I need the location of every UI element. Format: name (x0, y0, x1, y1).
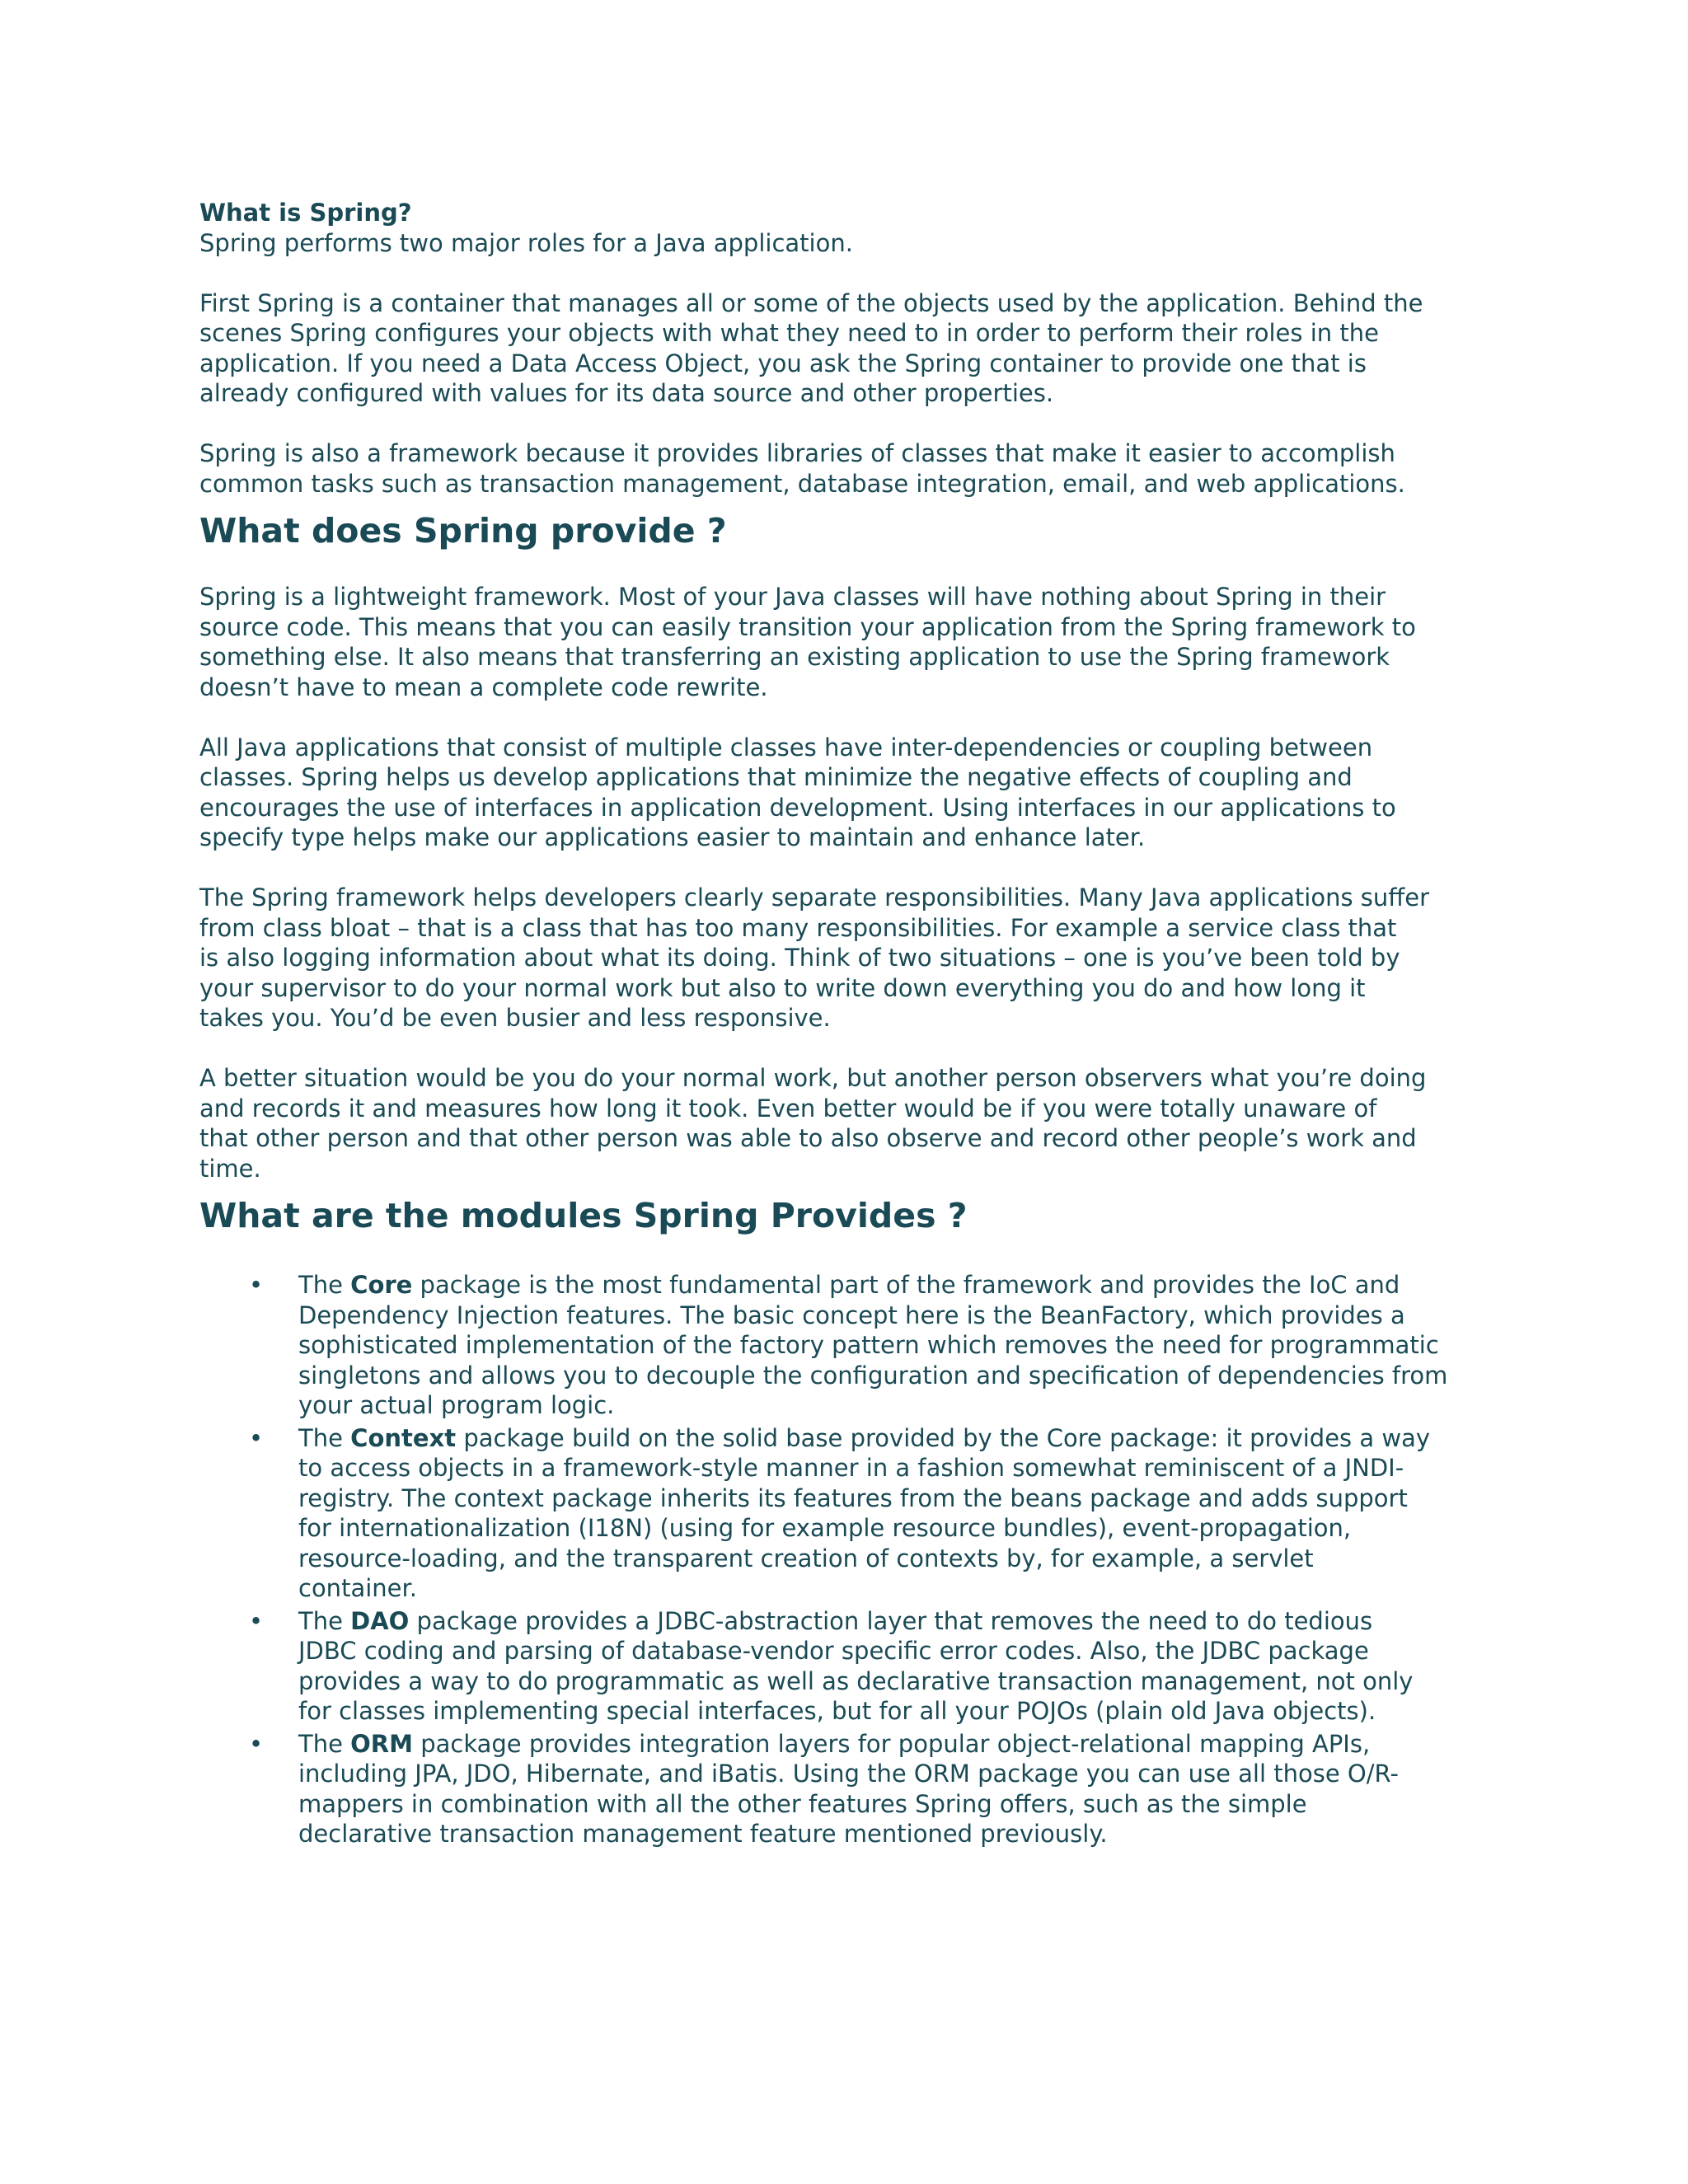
paragraph-line: takes you. You’d be even busier and less responsive. (199, 1004, 831, 1032)
heading-what-does-spring-provide: What does Spring provide ? (199, 511, 727, 551)
section-title-what-is-spring: What is Spring? (199, 199, 412, 227)
heading-modules: What are the modules Spring Provides ? (199, 1196, 968, 1235)
list-item-prefix: The (298, 1606, 351, 1635)
list-item-prefix: The (298, 1271, 351, 1299)
list-item-text: package provides a JDBC-abstraction layer that removes the need to do tedious (409, 1606, 1373, 1635)
paragraph-line: already configured with values for its data source and other properties. (199, 379, 1054, 407)
list-item-first-line (298, 1729, 1502, 1760)
modules-list (199, 1270, 1502, 1849)
paragraph-line: source code. This means that you can easily transition your application from the Spring framework to (199, 612, 1416, 641)
list-item-context (199, 1423, 1502, 1604)
bullet-icon: • (249, 1271, 264, 1299)
document-page (199, 198, 1502, 1852)
paragraph-better-situation (199, 1063, 1502, 1183)
paragraph-container (199, 288, 1502, 409)
list-item-line: mappers in combination with all the other features Spring offers, such as the simple (298, 1789, 1307, 1818)
paragraph-line: First Spring is a container that manages all or some of the objects used by the application. Behind the (199, 288, 1423, 317)
list-item-first-line (298, 1423, 1502, 1454)
list-item-line: your actual program logic. (298, 1391, 615, 1419)
paragraph-line: specify type helps make our applications easier to maintain and enhance later. (199, 823, 1146, 851)
list-item-dao (199, 1606, 1502, 1727)
paragraph-lightweight (199, 582, 1502, 702)
list-item-line: declarative transaction management feature mentioned previously. (298, 1820, 1108, 1848)
bullet-icon: • (249, 1729, 264, 1758)
paragraph-line: your supervisor to do your normal work but also to write down everything you do and how long it (199, 973, 1366, 1002)
list-item-line: to access objects in a framework-style manner in a fashion somewhat reminiscent of a JNDI- (298, 1454, 1404, 1482)
bullet-icon: • (249, 1606, 264, 1635)
paragraph-line: doesn’t have to mean a complete code rewrite. (199, 673, 768, 701)
paragraph-line: something else. It also means that transferring an existing application to use the Spring framework (199, 643, 1390, 671)
list-item-prefix: The (298, 1729, 351, 1758)
list-item-line: registry. The context package inherits its features from the beans package and adds support (298, 1483, 1408, 1512)
paragraph-line: and records it and measures how long it took. Even better would be if you were totally unaware of (199, 1094, 1377, 1122)
paragraph-line: application. If you need a Data Access Object, you ask the Spring container to provide one that is (199, 349, 1367, 377)
list-item-line: including JPA, JDO, Hibernate, and iBatis. Using the ORM package you can use all those O/R- (298, 1760, 1399, 1788)
list-item-text: package build on the solid base provided by the Core package: it provides a way (456, 1423, 1431, 1452)
bullet-icon: • (249, 1423, 264, 1452)
list-item-line: sophisticated implementation of the factory pattern which removes the need for programmatic (298, 1331, 1439, 1359)
list-item-prefix: The (298, 1423, 351, 1452)
paragraph-line: scenes Spring configures your objects with what they need to in order to perform their roles in the (199, 319, 1379, 347)
paragraph-line: time. (199, 1154, 261, 1183)
paragraph-line: classes. Spring helps us develop applications that minimize the negative effects of coupling and (199, 763, 1353, 791)
list-item-line: container. (298, 1574, 417, 1602)
list-item-line: singletons and allows you to decouple the configuration and specification of dependencies from (298, 1361, 1448, 1390)
paragraph-line: All Java applications that consist of multiple classes have inter-dependencies or coupling between (199, 733, 1373, 762)
module-term: Context (350, 1423, 457, 1452)
paragraph-coupling (199, 733, 1502, 853)
paragraph-line: The Spring framework helps developers clearly separate responsibilities. Many Java applications suffer (199, 883, 1430, 912)
list-item-line: resource-loading, and the transparent creation of contexts by, for example, a servlet (298, 1544, 1314, 1572)
list-item-line: for classes implementing special interfaces, but for all your POJOs (plain old Java objects). (298, 1697, 1376, 1725)
paragraph-line: Spring is also a framework because it provides libraries of classes that make it easier to accomplish (199, 439, 1395, 467)
paragraph-line: Spring is a lightweight framework. Most of your Java classes will have nothing about Spring in their (199, 583, 1386, 611)
list-item-line: provides a way to do programmatic as well as declarative transaction management, not only (298, 1666, 1414, 1695)
list-item-orm (199, 1729, 1502, 1849)
list-item-line: for internationalization (I18N) (using for example resource bundles), event-propagation, (298, 1514, 1352, 1542)
list-item-first-line (298, 1270, 1502, 1301)
module-term: Core (350, 1271, 413, 1299)
list-item-first-line (298, 1606, 1502, 1637)
paragraph-responsibilities (199, 883, 1502, 1033)
paragraph-line: A better situation would be you do your normal work, but another person observers what you’re doing (199, 1064, 1427, 1092)
paragraph-line: from class bloat – that is a class that has too many responsibilities. For example a service class that (199, 913, 1397, 942)
paragraph-line: common tasks such as transaction management, database integration, email, and web applications. (199, 469, 1405, 498)
list-item-core (199, 1270, 1502, 1421)
module-term: ORM (350, 1729, 413, 1758)
paragraph-framework (199, 438, 1502, 499)
paragraph-line: is also logging information about what its doing. Think of two situations – one is you’ve been told by (199, 944, 1400, 972)
list-item-line: Dependency Injection features. The basic concept here is the BeanFactory, which provides a (298, 1301, 1405, 1329)
list-item-text: package provides integration layers for popular object-relational mapping APIs, (413, 1729, 1371, 1758)
paragraph-line: encourages the use of interfaces in application development. Using interfaces in our applications to (199, 793, 1396, 822)
list-item-text: package is the most fundamental part of the framework and provides the IoC and (412, 1271, 1400, 1299)
list-item-line: JDBC coding and parsing of database-vendor specific error codes. Also, the JDBC package (298, 1637, 1369, 1665)
intro-line: Spring performs two major roles for a Java application. (199, 228, 853, 257)
paragraph-line: that other person and that other person was able to also observe and record other people’s work and (199, 1124, 1417, 1152)
module-term: DAO (350, 1606, 410, 1635)
